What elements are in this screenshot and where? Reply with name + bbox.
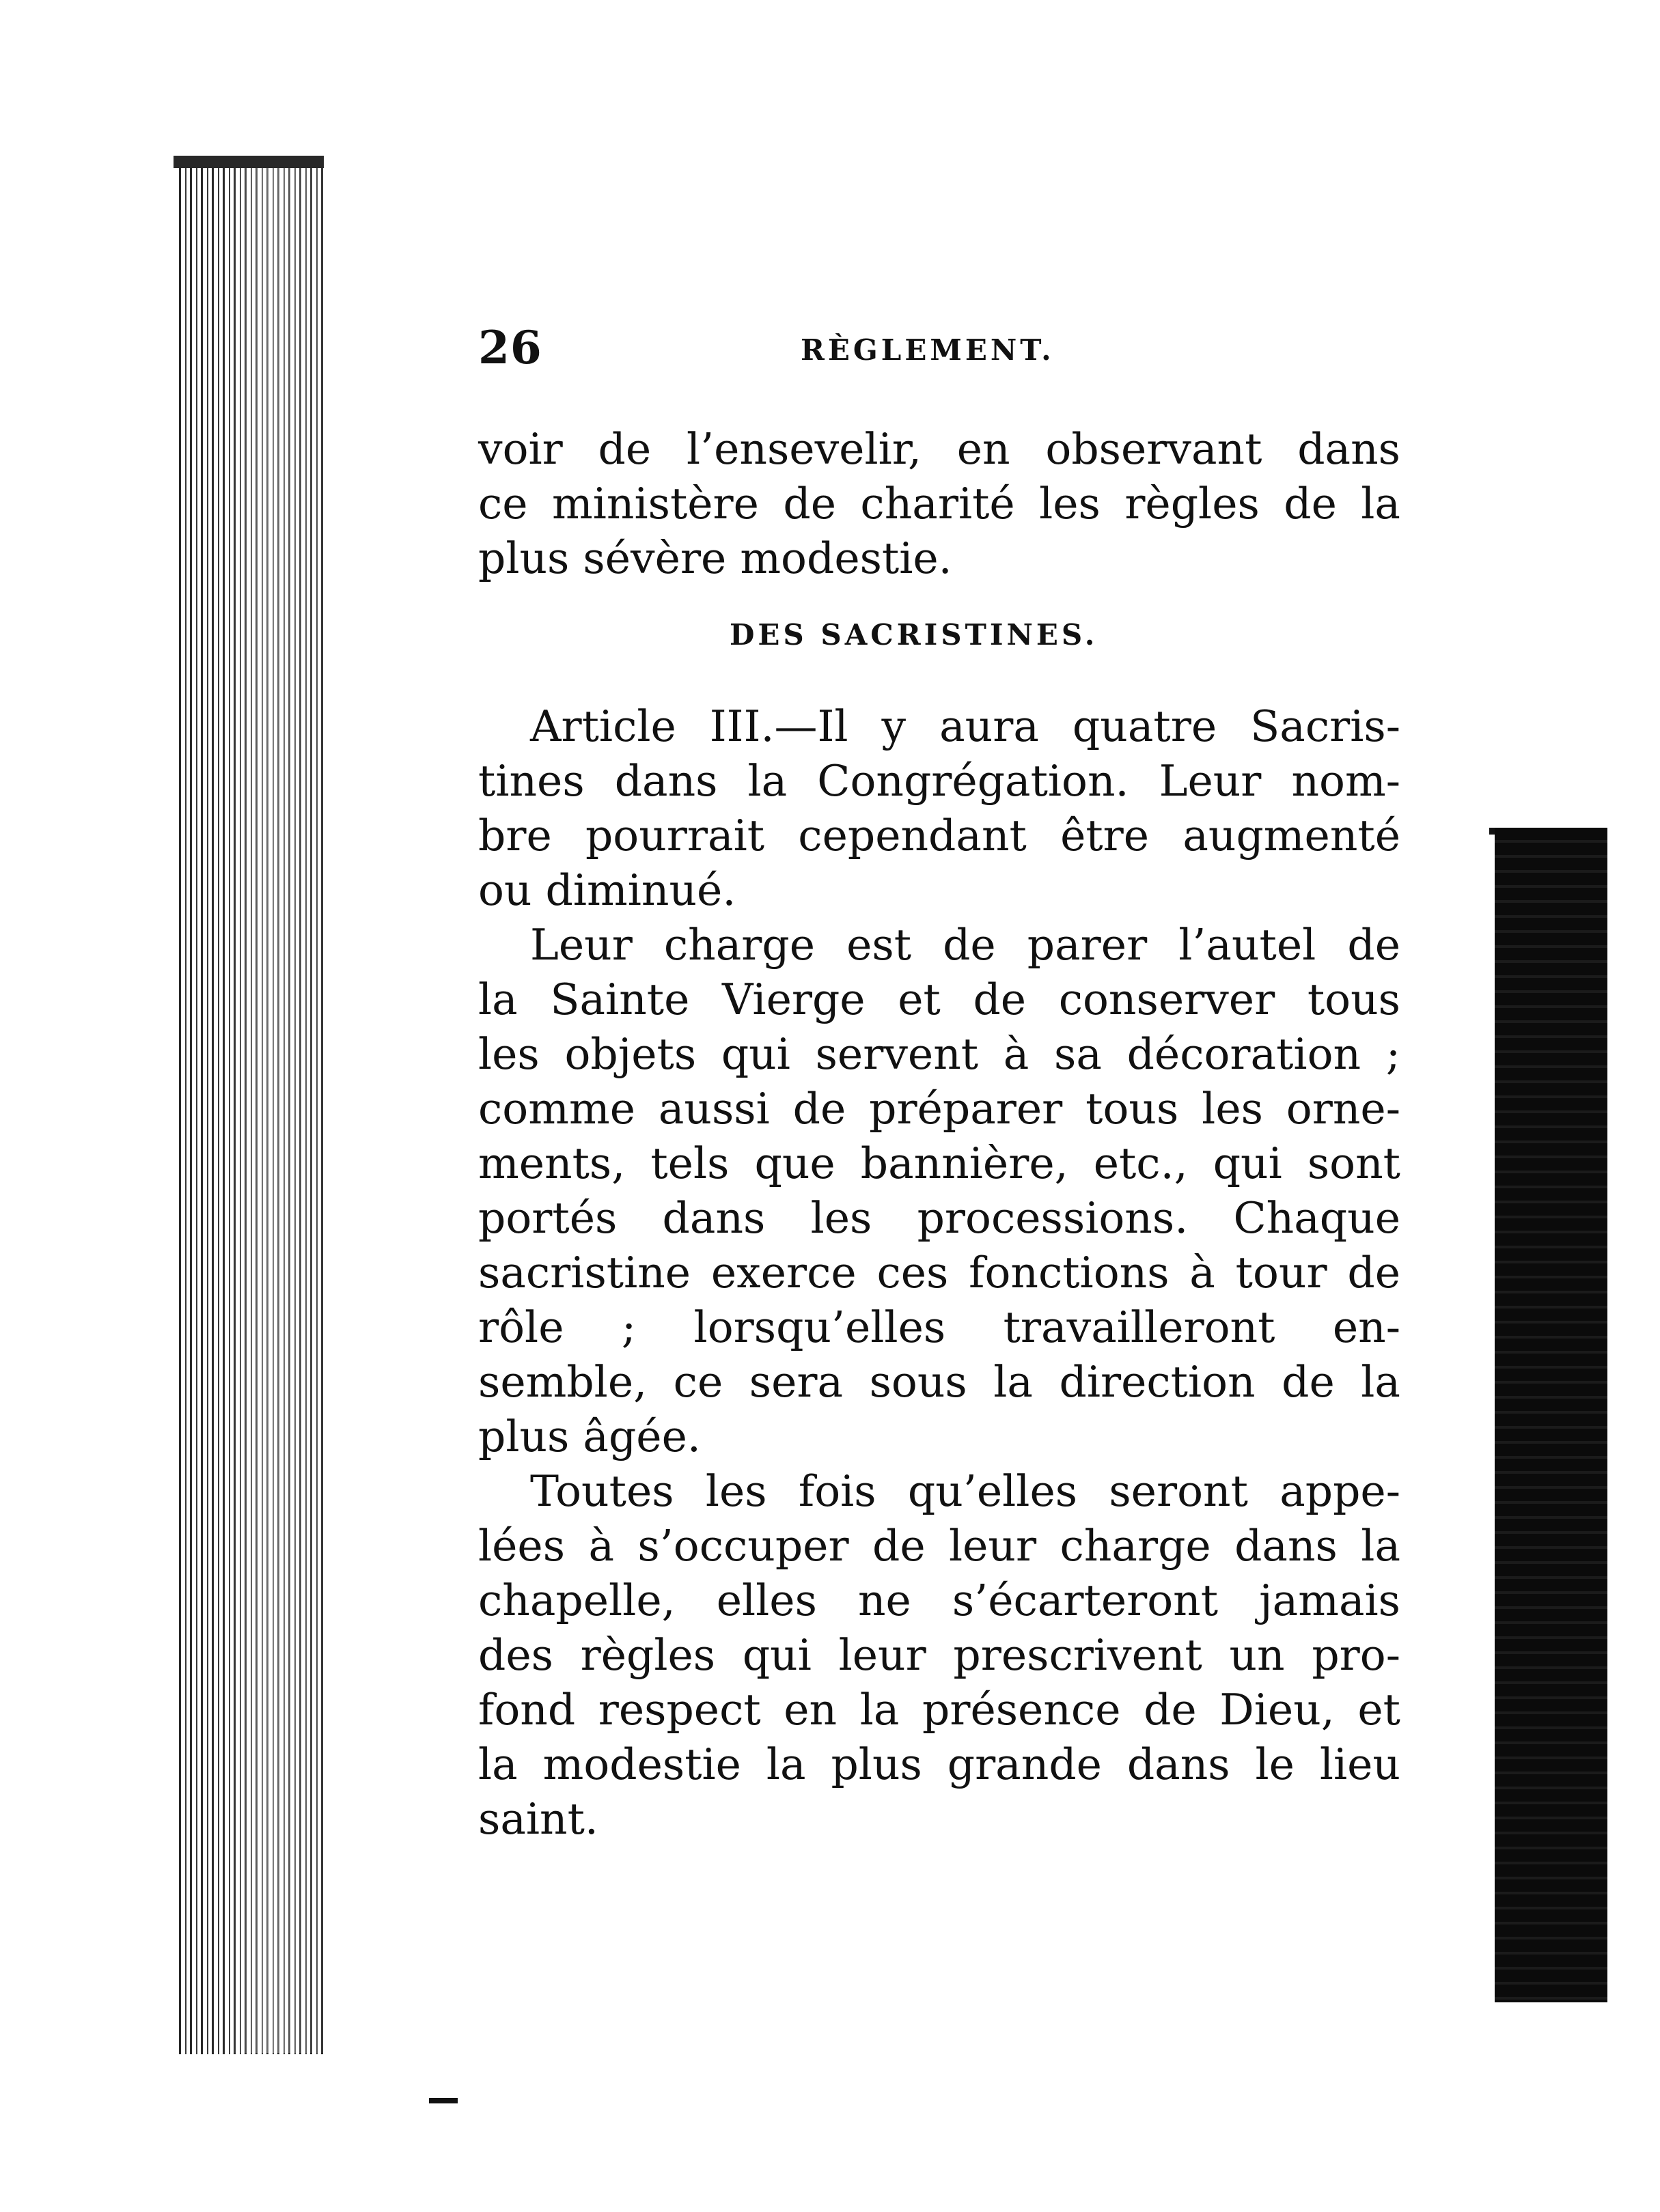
text-line: ou diminué. xyxy=(478,865,736,915)
running-title: RÈGLEMENT. xyxy=(801,333,1055,367)
intro-paragraph xyxy=(478,422,1400,586)
book-page-edge-right xyxy=(1495,828,1607,2002)
text-line: plus âgée. xyxy=(478,1412,701,1461)
text-line: plus sévère modestie. xyxy=(478,533,952,583)
text-line: chapelle, elles ne s’écarteront jamais xyxy=(478,1576,1400,1625)
page-number: 26 xyxy=(478,321,542,374)
text-line: des règles qui leur prescrivent un pro- xyxy=(478,1630,1400,1680)
section-heading: DES SACRISTINES. xyxy=(730,618,1098,652)
text-line: les objets qui servent à sa décoration ; xyxy=(478,1029,1400,1079)
article-paragraph xyxy=(478,699,1400,918)
page-body xyxy=(478,321,1400,1847)
book-page-edge-left xyxy=(179,156,326,2054)
text-line: semble, ce sera sous la direction de la xyxy=(478,1357,1400,1407)
text-line: fond respect en la présence de Dieu, et xyxy=(478,1685,1400,1735)
text-line: tines dans la Congrégation. Leur nom- xyxy=(478,756,1400,806)
text-line: Toutes les fois qu’elles seront appe- xyxy=(530,1466,1400,1516)
text-line: saint. xyxy=(478,1794,598,1844)
text-line: lées à s’occuper de leur charge dans la xyxy=(478,1521,1400,1571)
conduct-paragraph xyxy=(478,1464,1400,1847)
text-line: la Sainte Vierge et de conserver tous xyxy=(478,975,1400,1024)
charge-paragraph xyxy=(478,918,1400,1464)
text-line: ce ministère de charité les règles de la xyxy=(478,479,1400,529)
text-line: ments, tels que bannière, etc., qui sont xyxy=(478,1138,1400,1188)
text-line: portés dans les processions. Chaque xyxy=(478,1193,1400,1243)
text-line: sacristine exerce ces fonctions à tour de xyxy=(478,1248,1400,1298)
text-line: Article III.—Il y aura quatre Sacris- xyxy=(530,701,1400,751)
text-line: bre pourrait cependant être augmenté xyxy=(478,811,1400,860)
text-line: la modestie la plus grande dans le lieu xyxy=(478,1739,1400,1789)
text-line: comme aussi de préparer tous les orne- xyxy=(478,1084,1400,1134)
text-line: rôle ; lorsqu’elles travailleront en- xyxy=(478,1302,1400,1352)
running-head xyxy=(478,321,1400,374)
text-line: Leur charge est de parer l’autel de xyxy=(530,920,1400,970)
text-line: voir de l’ensevelir, en observant dans xyxy=(478,424,1400,474)
printer-mark xyxy=(429,2098,458,2103)
